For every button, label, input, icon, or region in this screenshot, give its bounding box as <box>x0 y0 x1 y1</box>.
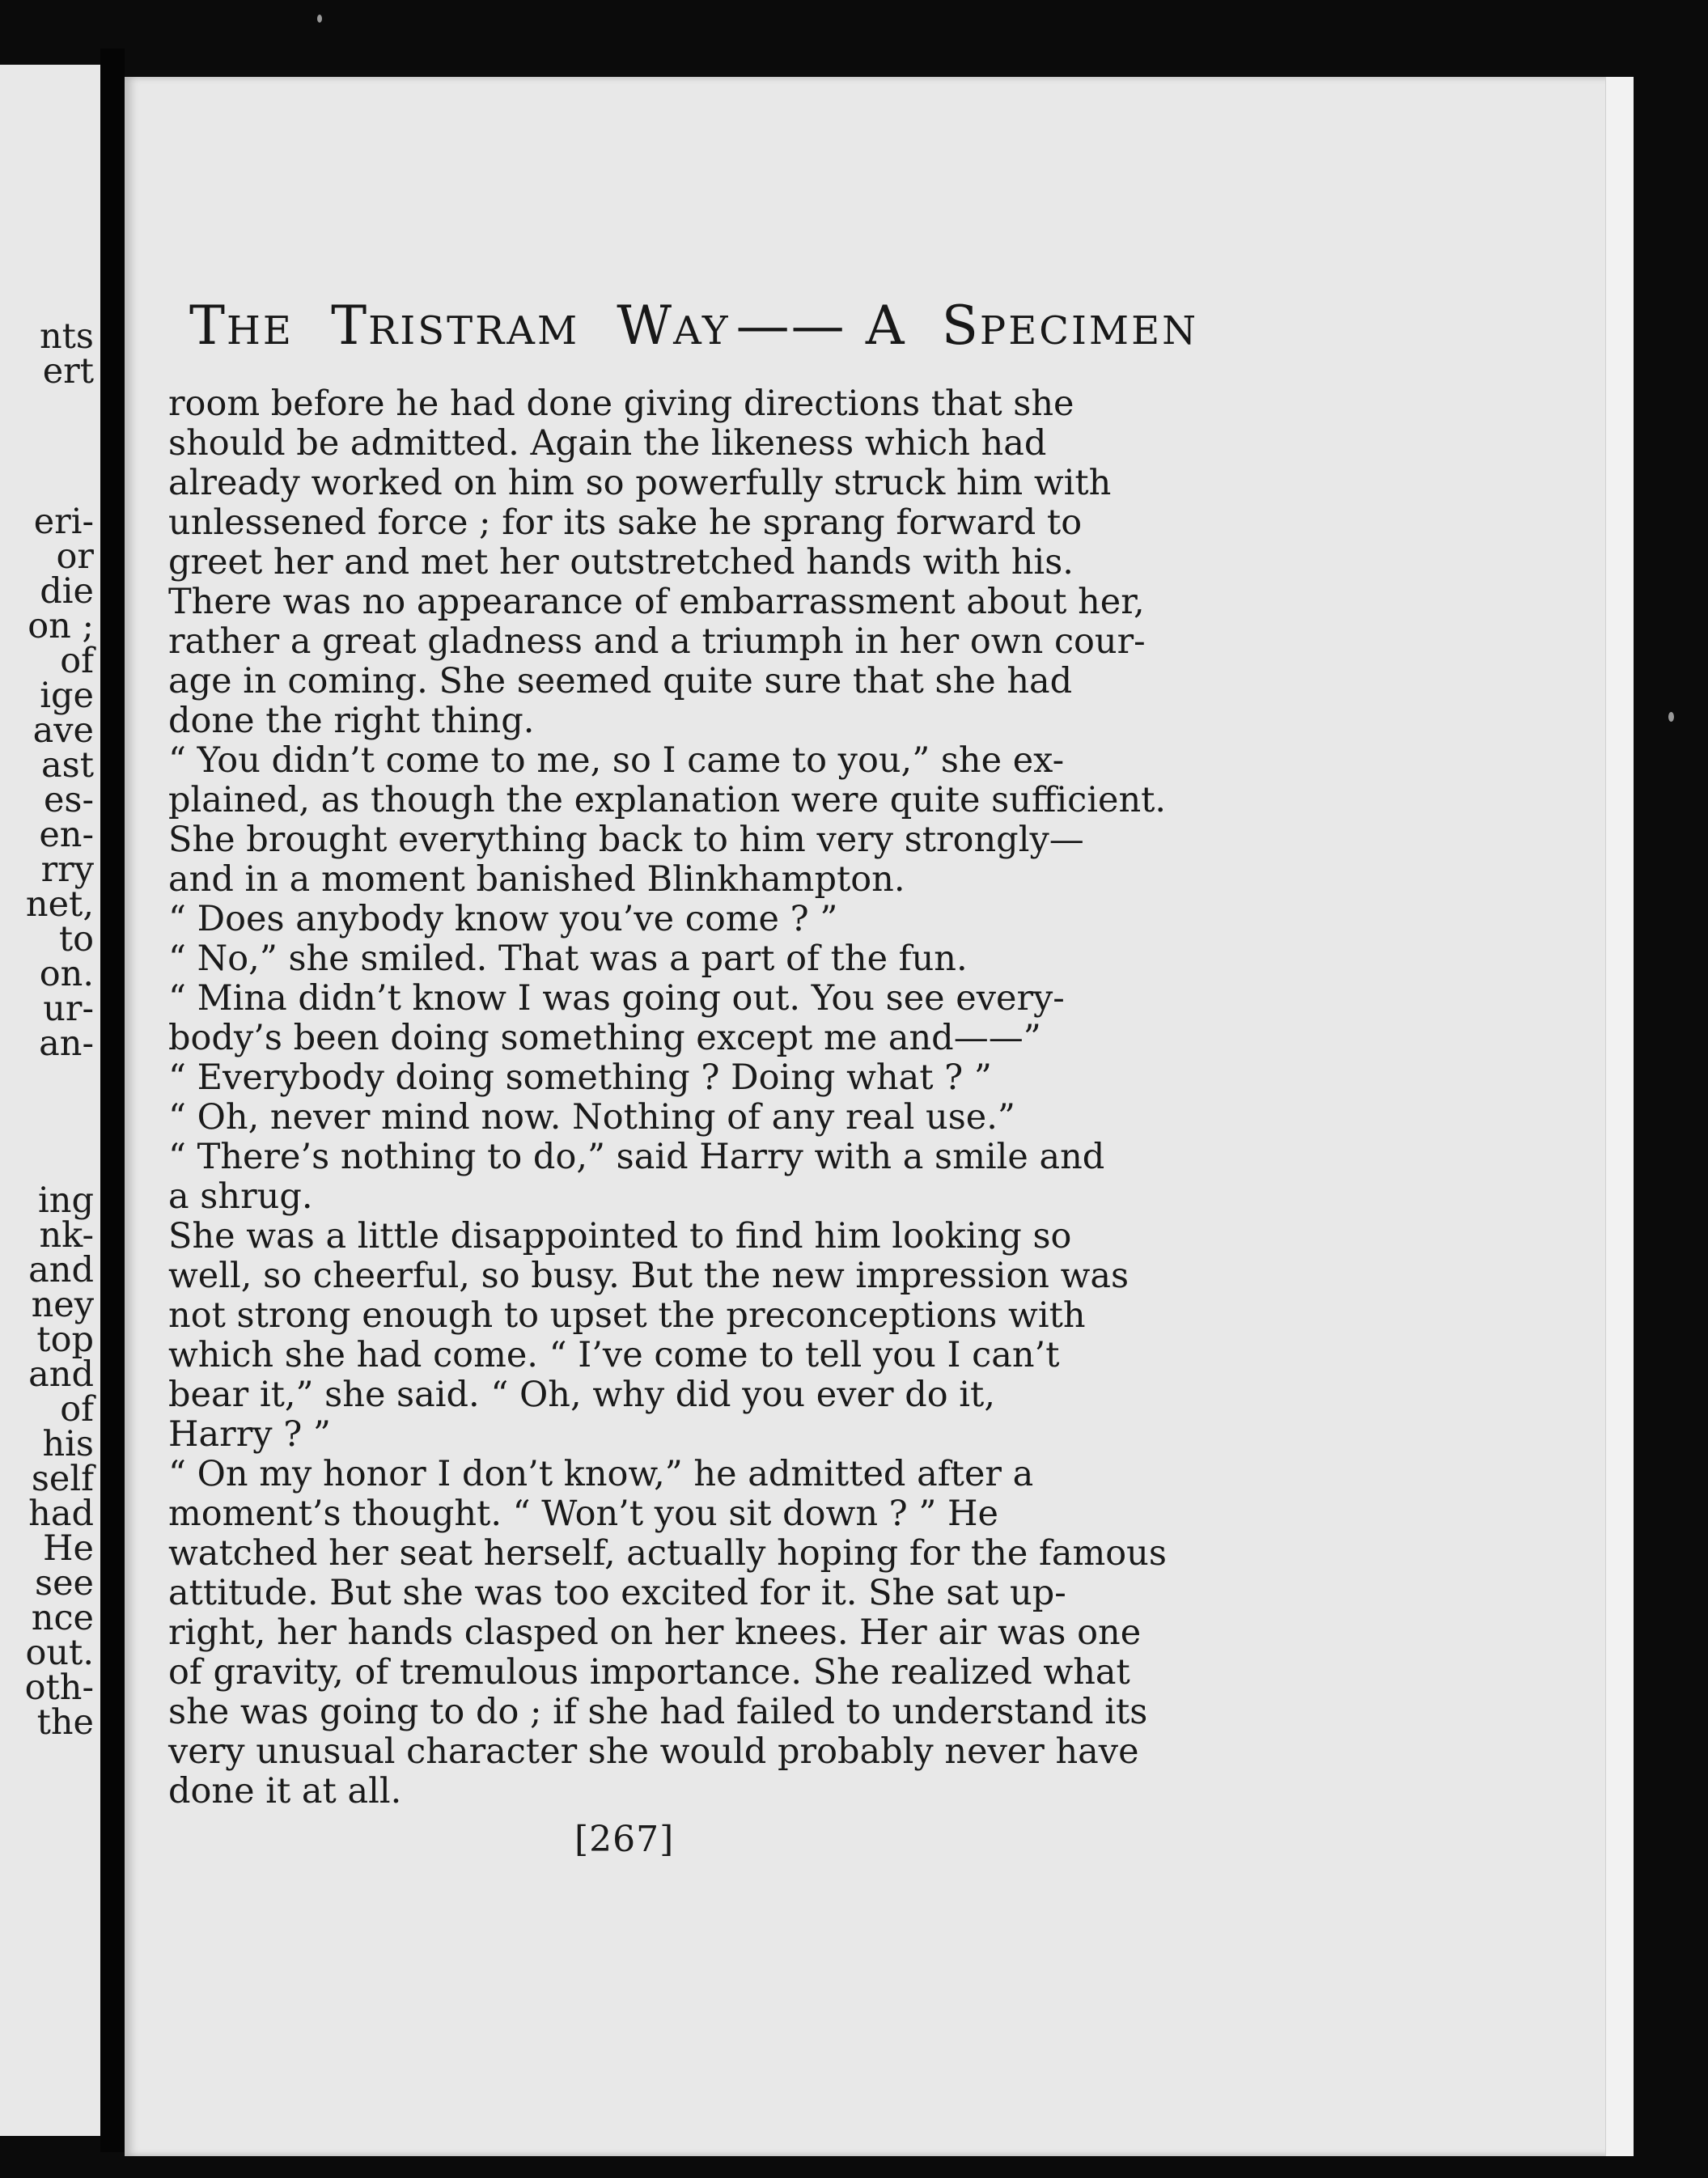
text-line: not strong enough to upset the preconceptions with <box>168 1295 1086 1336</box>
adjacent-page-line: and <box>28 1250 94 1290</box>
adjacent-page-line: nk- <box>39 1215 94 1256</box>
adjacent-page-line: top <box>36 1320 94 1360</box>
adjacent-page-line: on ; <box>28 606 94 646</box>
adjacent-page-line: oth- <box>24 1667 94 1708</box>
adjacent-page-line: to <box>58 919 94 960</box>
adjacent-page-line: ert <box>42 351 94 392</box>
adjacent-page-line: ney <box>31 1285 94 1325</box>
running-head-letters: AY <box>673 308 731 354</box>
text-line: body’s been doing something except me and——” <box>168 1018 1041 1058</box>
adjacent-page-line: eri- <box>33 502 94 542</box>
text-line: room before he had done giving directions that she <box>168 383 1074 424</box>
text-line: plained, as though the explanation were quite sufficient. <box>168 780 1167 820</box>
text-line: which she had come. “ I’ve come to tell you I can’t <box>168 1335 1060 1375</box>
text-line: she was going to do ; if she had failed to understand its <box>168 1692 1148 1732</box>
adjacent-page-line: ur- <box>43 989 94 1029</box>
text-line: She was a little disappointed to find him looking so <box>168 1216 1072 1256</box>
running-head-letters: PECIMEN <box>979 308 1199 354</box>
adjacent-page-line: es- <box>43 780 94 820</box>
adjacent-page-line: ave <box>32 710 94 751</box>
adjacent-page-line: of <box>60 1389 94 1430</box>
adjacent-page-line: He <box>43 1528 94 1569</box>
adjacent-page-line: out. <box>25 1633 94 1673</box>
text-line: well, so cheerful, so busy. But the new impression was <box>168 1256 1129 1296</box>
adjacent-page-line: and <box>28 1354 94 1395</box>
running-head-letter: S <box>941 294 980 357</box>
text-line: and in a moment banished Blinkhampton. <box>168 859 905 900</box>
running-head-letter: T <box>189 294 227 357</box>
adjacent-page-line: had <box>28 1494 94 1534</box>
text-line: There was no appearance of embarrassment about her, <box>168 582 1145 622</box>
text-line: right, her hands clasped on her knees. Her air was one <box>168 1612 1142 1653</box>
book-gutter <box>100 49 125 2152</box>
text-line: greet her and met her outstretched hands with his. <box>168 542 1074 583</box>
body-text <box>168 383 1167 1811</box>
text-line: “ There’s nothing to do,” said Harry with a smile and <box>168 1137 1105 1177</box>
text-line: “ You didn’t come to me, so I came to you,” she ex- <box>168 740 1065 781</box>
text-line: “ Mina didn’t know I was going out. You see every- <box>168 978 1065 1019</box>
adjacent-page-line: die <box>40 571 94 612</box>
text-line: “ No,” she smiled. That was a part of the fun. <box>168 939 968 979</box>
running-head-separator: — <box>735 294 791 357</box>
running-head-letters: RISTRAM <box>368 308 580 354</box>
text-line: She brought everything back to him very strongly— <box>168 820 1084 860</box>
text-line: attitude. But she was too excited for it. She sat up- <box>168 1573 1066 1613</box>
adjacent-page-line: ige <box>40 676 94 716</box>
adjacent-page-line: see <box>35 1563 94 1604</box>
text-line: age in coming. She seemed quite sure that she had <box>168 661 1073 701</box>
text-line: rather a great gladness and a triumph in her own cour- <box>168 621 1146 662</box>
scan-speck <box>317 15 322 23</box>
adjacent-page-line: ast <box>41 745 94 786</box>
text-line: “ Oh, never mind now. Nothing of any real use.” <box>168 1097 1015 1138</box>
running-head-separator: — <box>790 294 846 357</box>
running-head-letter: T <box>331 294 369 357</box>
adjacent-page-line: or <box>56 536 94 577</box>
text-line: “ Everybody doing something ? Doing what ? ” <box>168 1057 992 1098</box>
text-line: should be admitted. Again the likeness which had <box>168 423 1047 464</box>
running-head-letter: W <box>617 294 674 357</box>
adjacent-page-line: nce <box>31 1598 94 1638</box>
adjacent-page-line: rry <box>40 850 94 890</box>
running-head-letter: A <box>865 294 906 357</box>
text-line: unlessened force ; for its sake he sprang forward to <box>168 502 1083 543</box>
text-line: done the right thing. <box>168 701 535 741</box>
adjacent-page-line: an- <box>39 1023 94 1064</box>
running-head-letters: HE <box>227 308 294 354</box>
adjacent-page-line: en- <box>39 815 94 855</box>
text-line: “ Does anybody know you’ve come ? ” <box>168 899 838 939</box>
adjacent-page-line: the <box>36 1702 94 1743</box>
adjacent-page-fragment <box>0 65 100 2136</box>
adjacent-page-line: on. <box>39 954 94 994</box>
adjacent-page-line: of <box>60 641 94 681</box>
book-page <box>125 77 1634 2156</box>
adjacent-page-line: ing <box>38 1180 94 1221</box>
text-line: already worked on him so powerfully struck him with <box>168 463 1112 503</box>
adjacent-page-line: net, <box>25 884 94 925</box>
text-line: bear it,” she said. “ Oh, why did you ever do it, <box>168 1375 995 1415</box>
text-line: moment’s thought. “ Won’t you sit down ? ” He <box>168 1494 998 1534</box>
text-line: done it at all. <box>168 1771 402 1811</box>
text-line: watched her seat herself, actually hoping for the famous <box>168 1533 1167 1574</box>
adjacent-page-line: nts <box>39 316 94 357</box>
text-line: “ On my honor I don’t know,” he admitted after a <box>168 1454 1034 1494</box>
page-number: [267] <box>574 1819 675 1860</box>
text-line: very unusual character she would probably never have <box>168 1731 1139 1772</box>
text-line: Harry ? ” <box>168 1414 331 1455</box>
scan-speck <box>1668 712 1674 722</box>
running-head <box>189 294 1199 367</box>
adjacent-page-line: his <box>42 1424 94 1464</box>
page-edge <box>1605 77 1634 2156</box>
text-line: a shrug. <box>168 1176 313 1217</box>
adjacent-page-line: self <box>31 1459 94 1499</box>
text-line: of gravity, of tremulous importance. She realized what <box>168 1652 1130 1693</box>
